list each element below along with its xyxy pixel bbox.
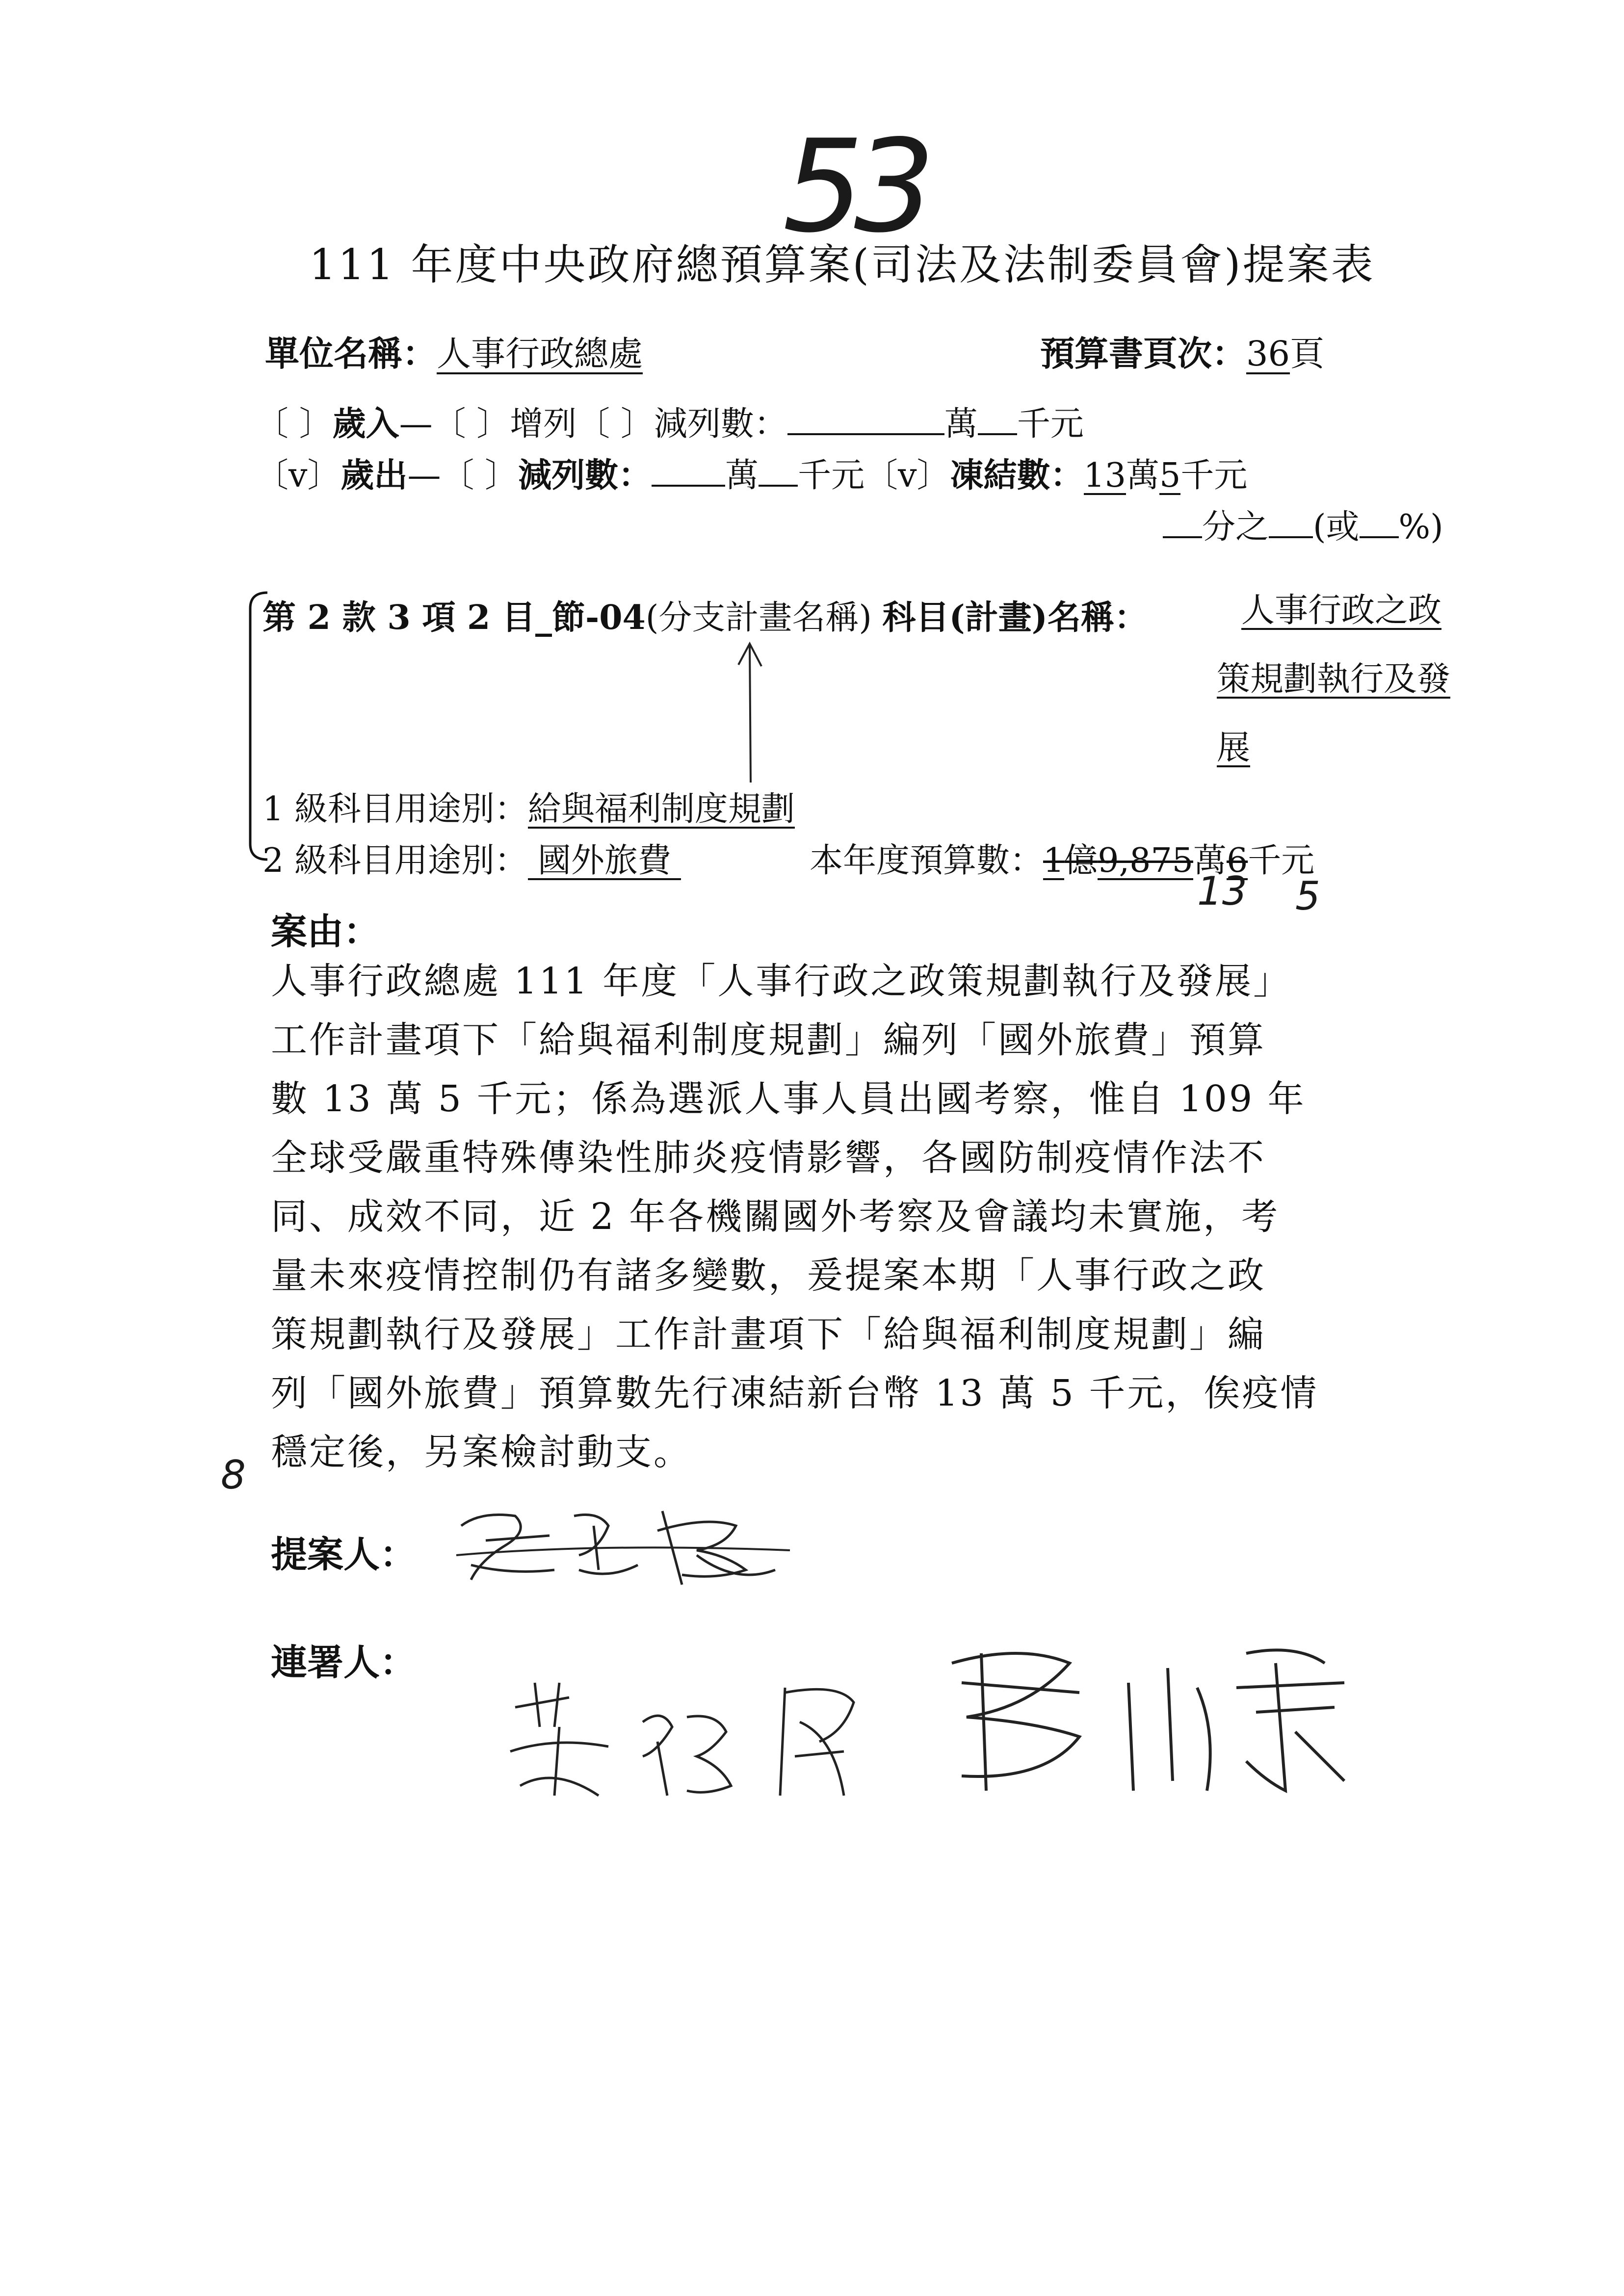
reason-line: 列「國外旅費」預算數先行凍結新台幣 13 萬 5 千元，俟疫情 bbox=[271, 1372, 1319, 1414]
reason-line: 策規劃執行及發展」工作計畫項下「給與福利制度規劃」編 bbox=[271, 1313, 1266, 1356]
freeze-wan: 萬 bbox=[1126, 456, 1160, 495]
revenue-dash: — bbox=[399, 405, 433, 444]
revenue-line bbox=[255, 397, 1084, 445]
expenditure-dash: — bbox=[407, 456, 441, 495]
subject-label: 科目(計畫)名稱： bbox=[882, 598, 1148, 637]
annual-budget-wan-value: 9,875 bbox=[1098, 841, 1193, 880]
fraction-or: (或 bbox=[1313, 508, 1360, 547]
decrease-checkbox: 〔 〕 bbox=[441, 456, 519, 495]
freeze-checkbox: 〔v〕 bbox=[864, 456, 950, 495]
reason-line: 全球受嚴重特殊傳染性肺炎疫情影響，各國防制疫情作法不 bbox=[271, 1137, 1266, 1179]
cosigner-signature-1 bbox=[500, 1668, 913, 1815]
revenue-checkbox: 〔 〕 bbox=[255, 405, 333, 444]
expenditure-label: 歲出 bbox=[341, 456, 408, 495]
freeze-wan-value: 13 bbox=[1083, 456, 1126, 495]
subject-line-3: 展 bbox=[1217, 729, 1251, 767]
expenditure-line bbox=[255, 449, 1247, 496]
budget-page-suffix: 頁 bbox=[1290, 334, 1325, 374]
budget-page-label: 預算書頁次： bbox=[1040, 333, 1246, 374]
level2-label: 2 級科目用途別： bbox=[262, 841, 528, 880]
reason-heading: 案由： bbox=[271, 911, 380, 953]
hand-wan-correction: 13 bbox=[1197, 868, 1247, 914]
level2-row bbox=[262, 834, 681, 882]
annual-budget-yi: 1 bbox=[1043, 841, 1065, 880]
category-row bbox=[262, 591, 1148, 639]
level2-value: 國外旅費 bbox=[528, 843, 681, 880]
cosigner-label: 連署人： bbox=[271, 1642, 416, 1684]
freeze-qian: 千元 bbox=[1180, 456, 1248, 495]
reason-line: 數 13 萬 5 千元；係為選派人事人員出國考察，惟自 109 年 bbox=[271, 1078, 1306, 1120]
fraction-fen: 分之 bbox=[1202, 508, 1269, 547]
page-title: 111 年度中央政府總預算案(司法及法制委員會)提案表 bbox=[309, 240, 1375, 289]
arrow-up-icon bbox=[731, 638, 770, 785]
revenue-wan: 萬 bbox=[944, 405, 978, 444]
reason-line: 穩定後，另案檢討動支。 bbox=[271, 1431, 692, 1473]
level1-value: 給與福利制度規劃 bbox=[527, 790, 795, 829]
hand-qian-correction: 5 bbox=[1295, 873, 1320, 919]
proposer-label: 提案人： bbox=[271, 1534, 416, 1576]
reason-body bbox=[271, 952, 1404, 1482]
level1-row bbox=[262, 783, 795, 830]
subject-line-2: 策規劃執行及發 bbox=[1217, 660, 1451, 699]
subject-line-1: 人事行政之政 bbox=[1241, 591, 1442, 630]
level1-label: 1 級科目用途別： bbox=[262, 790, 528, 829]
unit-label: 單位名稱： bbox=[265, 333, 437, 374]
freeze-label: 凍結數： bbox=[950, 456, 1084, 495]
reason-line: 量未來疫情控制仍有諸多變數，爰提案本期「人事行政之政 bbox=[271, 1254, 1266, 1297]
branch-note: (分支計畫名稱) bbox=[645, 599, 872, 637]
expenditure-wan: 萬 bbox=[725, 456, 759, 495]
revenue-label: 歲入 bbox=[332, 404, 399, 444]
category-code: 第 2 款 3 項 2 目_節-04 bbox=[262, 598, 646, 637]
margin-note: 8 bbox=[221, 1452, 246, 1498]
reason-line: 同、成效不同，近 2 年各機關國外考察及會議均未實施，考 bbox=[271, 1196, 1280, 1238]
fraction-line bbox=[1163, 500, 1443, 548]
cosigner-signature-2 bbox=[922, 1634, 1364, 1810]
reason-line: 工作計畫項下「給與福利制度規劃」編列「國外旅費」預算 bbox=[271, 1019, 1266, 1061]
proposer-signature bbox=[451, 1496, 805, 1594]
revenue-qian: 千元 bbox=[1017, 405, 1084, 444]
reason-line: 人事行政總處 111 年度「人事行政之政策規劃執行及發展」 bbox=[271, 960, 1292, 1002]
expenditure-checkbox: 〔v〕 bbox=[255, 456, 341, 495]
budget-page-row bbox=[1040, 326, 1324, 376]
annual-budget-qian-value: 6 bbox=[1226, 841, 1248, 880]
freeze-qian-value: 5 bbox=[1159, 456, 1181, 495]
fraction-pct: %) bbox=[1398, 508, 1443, 547]
annual-budget-qian-unit: 千元 bbox=[1248, 841, 1315, 880]
page-number: 53 bbox=[783, 113, 925, 261]
unit-value: 人事行政總處 bbox=[437, 334, 643, 374]
annual-budget-label: 本年度預算數： bbox=[810, 841, 1044, 880]
annual-budget-yi-unit: 億 bbox=[1064, 841, 1098, 880]
annual-budget-wan-unit: 萬 bbox=[1193, 841, 1227, 880]
unit-row bbox=[265, 326, 643, 376]
decrease-label: 減列數： bbox=[518, 456, 652, 495]
revenue-increase: 〔 〕增列 bbox=[432, 405, 577, 444]
revenue-decrease: 〔 〕減列數： bbox=[576, 405, 787, 444]
expenditure-qian: 千元 bbox=[798, 456, 865, 495]
budget-page-number: 36 bbox=[1246, 334, 1290, 374]
